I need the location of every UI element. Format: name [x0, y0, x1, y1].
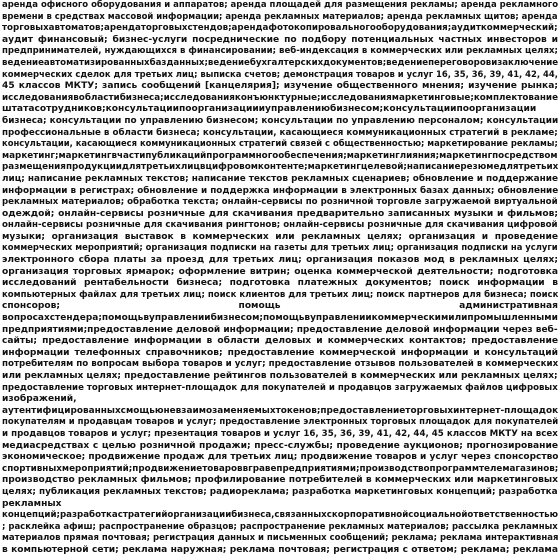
text-line: сайты; предоставление информации в области деловых и коммерческих контактов; предоставление: [2, 336, 558, 347]
text-line: лиц; написание рекламных текстов; написание текстов рекламных сценариев; обновление и поддержание: [2, 173, 558, 184]
text-line: информации телефонных справочников; предоставление коммерческой информации и консультаций: [2, 347, 558, 358]
text-line: маркетинг;маркетингвчастипубликацийпрограммногообеспечения;маркетинглияния;маркетингпосредством: [2, 150, 558, 161]
text-line: предоставление торговых интернет-площадок для покупателей и продавцов загружаемых файлов цифровых: [2, 382, 558, 393]
text-line: покупателям и продавцам товаров и услуг; предоставление электронных торговых площадок для покупателей: [2, 417, 559, 428]
text-line: коммерческих сделок для третьих лиц; выписка счетов; демонстрация товаров и услуг 16, 35, 36, 39, 41, 42, 44,: [2, 69, 558, 80]
text-line: исследованиявобластибизнеса;исследованияконъюнктурные;исследованиямаркетинговые;комплектование: [2, 92, 558, 103]
text-line: онлайн-сервисы розничные для скачивания рингтонов; онлайн-сервисы розничные для скачивания цифровой: [2, 220, 558, 231]
text-line: вопросахстендера;помощьвуправлениибизнесом;помощьвуправлениикоммерческимилипромышленными: [2, 313, 558, 324]
text-line: спонсоров; помощь административная: [2, 301, 558, 312]
text-line: торговыхавтоматов;арендаторговыхстендов;арендафотокопировальногооборудования;аудиткоммерческий;: [2, 23, 558, 34]
text-line: экономическое; продвижение продаж для третьих лиц; продвижение товаров и услуг через спонсорство: [2, 452, 558, 463]
text-line: рекламных: [2, 498, 62, 509]
text-line: исследований рентабельности бизнеса; подготовка платежных документов; поиск информации в: [2, 278, 558, 289]
text-line: и продавцов товаров и услуг; презентация товаров и услуг 16, 35, 36, 39, 41, 42, 44, 45 классов МКТУ на всех: [2, 428, 558, 439]
text-line: ; расклейка афиш; распространение образцов; распространение рекламных материалов; рассылка рекламных: [2, 521, 558, 532]
text-line: одеждой; онлайн-сервисы розничные для скачивания предварительно записанных музыки и фильмов;: [2, 208, 558, 219]
text-line: в компьютерной сети; реклама наружная; реклама почтовая; регистрация с ответом; реклама; реклама: [2, 544, 558, 555]
text-line: музыки; организация выставок в коммерческих или рекламных целях; организация и проведение: [2, 231, 558, 242]
text-line: времени в средствах массовой информации; аренда рекламных материалов; аренда рекламных щитов; аренда: [2, 11, 558, 22]
text-line: предприятиями;предоставление деловой информации; предоставление деловой информации через веб-: [2, 324, 558, 335]
text-line: компьютерных файлах для третьих лиц; поиск клиентов для третьих лиц; поиск партнеров для бизнеса; поиск: [2, 289, 558, 300]
text-line: спортивныхмероприятий;продвижениетовароввгравепредприятиями;производствопрограммтелемагазинов;: [2, 463, 558, 474]
text-line: профессиональные в области бизнеса; консультации, касающиеся коммуникационных стратегий в рекламе;: [2, 127, 558, 138]
text-line: концепций;разработкастратегийорганизациибизнеса,связанныхскорпоративнойсоциальнойответственностью: [2, 510, 558, 521]
text-line: аутентифицированныхсмощьюневзаимозаменяемыхтокенов;предоставлениеторговыхинтернет-площадок: [2, 405, 559, 416]
text-line: 45 классов МКТУ; запись сообщений [канцелярия]; изучение общественного мнения; изучение рынка;: [2, 81, 558, 92]
text-line: изображений,: [2, 394, 77, 405]
text-line: аренда офисного оборудования и аппаратов; аренда площадей для размещения рекламы; аренда рекламного: [2, 0, 559, 10]
text-line: штатасотрудников;консультациипоорганизациииуправлениюбизнесом;консультациипоорганизации: [2, 104, 537, 115]
text-line: производство рекламных фильмов; профилирование потребителей в коммерческих или маркетинговых: [2, 475, 558, 486]
text-line: аудит финансовый; бизнес-услуги посреднические по подбору потенциальных частных инвесторов и: [2, 34, 558, 45]
text-line: электронного сбора платы за проезд для третьих лиц; организация показов мод в рекламных целях;: [2, 255, 558, 266]
text-line: консультации, касающиеся коммуникационных стратегий связей с общественностью; маркетирование рекламы;: [2, 139, 558, 150]
text-line: или рекламных целях; предоставление рейтингов пользователей в коммерческих или рекламных целях;: [2, 371, 558, 381]
text-line: целях; публикация рекламных текстов; радиореклама; разработка маркетинговых концепций; разработка: [2, 486, 558, 497]
text-line: предпринимателей, нуждающихся в финансировании; веб-индексация в коммерческих или рекламных целях;: [2, 46, 558, 57]
text-line: коммерческих мероприятий; организация подписки на газеты для третьих лиц; организация подписки на услуги: [2, 243, 558, 254]
text-line: размещенияпродукциидлятретьихлицвцифровомконтенте;маркетингцелевой;написаниерезюмедлятретьих: [2, 162, 559, 173]
text-line: организация торговых ярмарок; оформление витрин; оценка коммерческой деятельности; подготовка: [2, 266, 558, 277]
text-line: рекламных материалов; обработка текста; онлайн-сервисы по розничной торговле загружаемой виртуальной: [2, 197, 558, 208]
text-line: ведениеавтоматизированныхбазданных;ведениебухгалтерскихдокументов;ведениепереговоровизаключение: [2, 57, 559, 68]
text-line: потребителям по вопросам выбора товаров и услуг; предоставление отзывов пользователей в коммерческих: [2, 359, 558, 370]
text-line: информации в регистрах; обновление и поддержка информации в электронных базах данных; обновление: [2, 185, 558, 196]
text-line: медиасредствах с целью розничной продажи; пресс-службы; проведение аукционов; прогнозирование: [2, 440, 558, 451]
text-line: материалов прямая почтовая; регистрация данных и письменных сообщений; реклама; реклама интерактивная: [2, 533, 559, 544]
text-line: бизнеса; консультации по управлению бизнесом; консультации по управлению персоналом; консультации: [2, 115, 559, 126]
